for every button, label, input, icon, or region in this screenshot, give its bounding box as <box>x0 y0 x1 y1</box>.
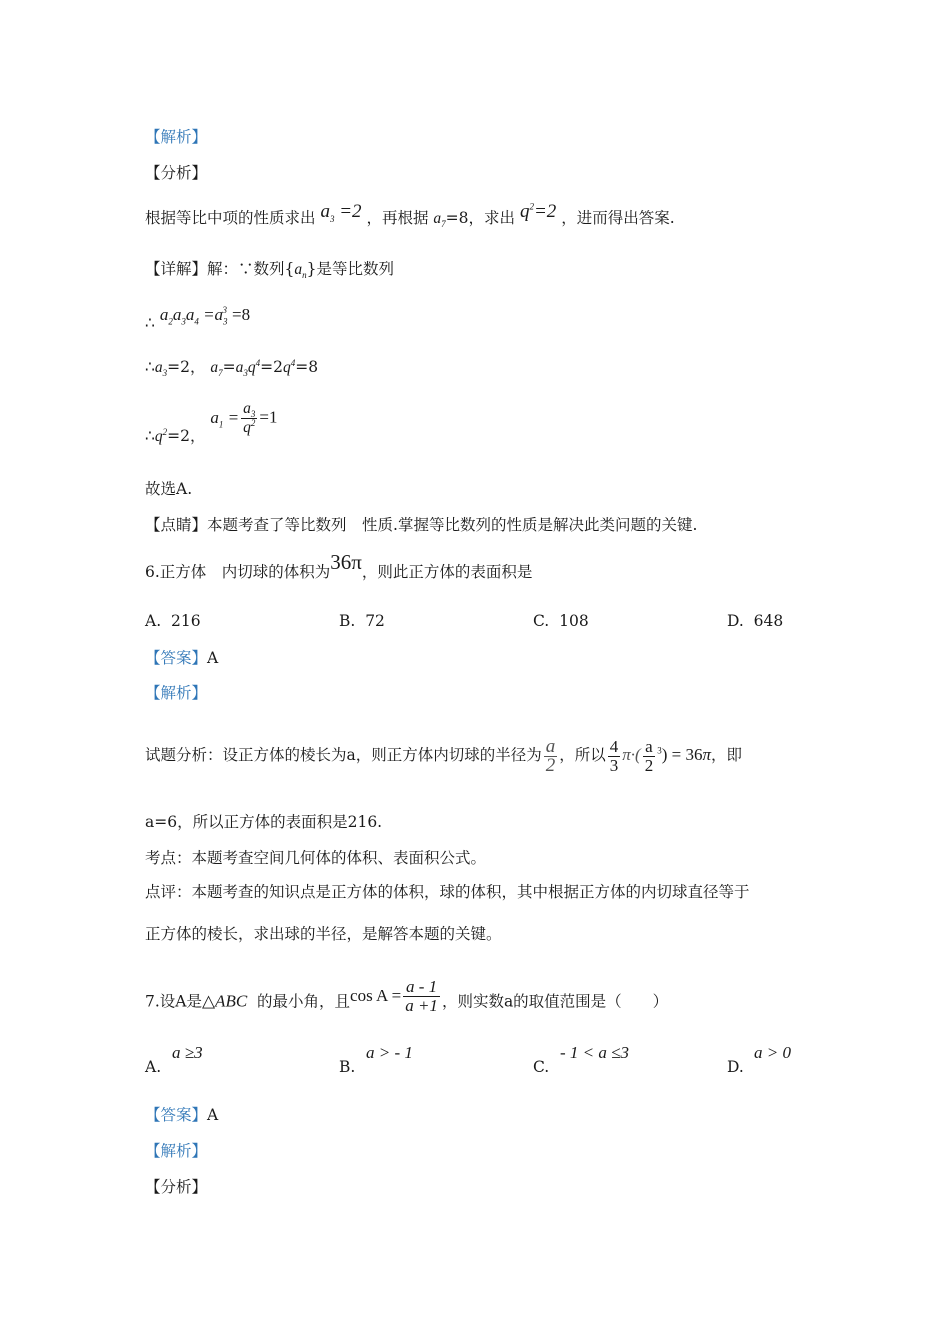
formula-a-over-2-b: $\frac{a}{2}$ <box>644 736 654 775</box>
formula-eq-8: =8 <box>231 305 251 324</box>
conclusion: 故选A. <box>145 480 193 498</box>
q7-fenxi-label: 【分析】 <box>145 1178 208 1196</box>
q7-stem <box>145 977 669 1021</box>
step2-line: $\therefore a_3=2$， $a_7=a_3q^4=2q^4=8$ <box>145 357 319 379</box>
q6-stem-text: 6.正方体 内切球的体积为 <box>145 563 331 581</box>
q6-answer <box>145 648 218 668</box>
comment-label: 【点睛】 <box>145 516 208 534</box>
q6-stem-text: ，则此正方体的表面积是 <box>361 563 533 581</box>
q7-fraction: $\frac{a - 1}{a +1}$ <box>405 977 438 1015</box>
detail-text: 解：∵数列{ <box>207 260 295 278</box>
analysis-part: =8，求出 <box>445 209 516 227</box>
step2-text: =8 <box>295 358 319 376</box>
formula-a3-over-q2: $\frac{a_3}{q^2}$ <box>243 400 256 436</box>
formula-eq-1: =1 <box>259 407 278 427</box>
answer-label: 【答案】 <box>145 1106 208 1124</box>
q6-option-c: C. 108 <box>533 612 589 630</box>
q7-option-b-letter: B. <box>339 1058 356 1076</box>
answer-value: A <box>207 649 219 667</box>
analysis-part: 根据等比中项的性质求出 <box>145 209 316 227</box>
q6-analysis-label: 【解析】 <box>145 684 208 702</box>
q7-stem-text: 7.设A是 <box>145 992 202 1011</box>
q7-option-c-expr: - 1 < a ≤3 <box>560 1043 629 1062</box>
formula-cube-eq: $^3$) = 36π <box>657 745 711 764</box>
analysis-label: 【解析】 <box>145 128 208 146</box>
comment-text: 本题考查了等比数列 性质.掌握等比数列的性质是解决此类问题的关键. <box>207 516 698 534</box>
therefore-symbol: ∴ <box>145 358 155 376</box>
q6-solution-line1 <box>145 732 742 778</box>
formula-a1: $a_1$ = <box>210 407 240 429</box>
q7-stem-text: ，则实数a的取值范围是（ ） <box>441 992 669 1011</box>
q7-stem-text: 的最小角，且 <box>257 992 351 1011</box>
therefore-symbol: ∴ <box>145 314 155 332</box>
detail-line <box>145 259 394 280</box>
detail-label: 【详解】 <box>145 260 208 278</box>
q7-analysis-label: 【解析】 <box>145 1142 208 1160</box>
q6-volume: 36π <box>330 550 362 574</box>
comment-line <box>145 515 697 535</box>
formula-product: $a_2a_3a_4 =a_3^3$ <box>159 305 228 327</box>
q7-option-d-expr: a > 0 <box>754 1043 791 1062</box>
step2-text: =2， <box>167 358 206 376</box>
q7-option-c-letter: C. <box>533 1058 550 1076</box>
q6-kaodian: 考点：本题考查空间几何体的体积、表面积公式。 <box>145 849 487 867</box>
answer-value: A <box>207 1106 219 1124</box>
formula-pi-dot: π·( <box>622 745 641 764</box>
formula-an: $a_n$ <box>294 261 307 281</box>
formula-a3-eq-2: $a_3 =2$ <box>320 201 362 224</box>
answer-label: 【答案】 <box>145 649 208 667</box>
analysis-part: ，再根据 <box>366 209 429 227</box>
fenxi-label: 【分析】 <box>145 164 208 182</box>
step2-text: = <box>222 358 236 376</box>
q7-option-b-expr: a > - 1 <box>366 1043 413 1062</box>
formula-4-over-3: $\frac{4}{3}$ <box>609 736 619 775</box>
q7-cos: cos A = <box>350 985 402 1005</box>
solution-text: ，即 <box>710 746 742 764</box>
q6-option-a: A. 216 <box>145 612 201 630</box>
step2-text: =2 <box>260 358 284 376</box>
q6-solution-line2: a=6，所以正方体的表面积是216. <box>145 813 383 831</box>
q6-pingjia-line1: 点评：本题考查的知识点是正方体的体积，球的体积，其中根据正方体的内切球直径等于 <box>145 883 750 901</box>
q6-option-d: D. 648 <box>727 612 784 630</box>
formula-a-over-2: $\frac{a}{2}$ <box>545 735 556 776</box>
analysis-part: ，进而得出答案. <box>561 209 675 227</box>
q6-stem <box>145 550 533 582</box>
formula-a7: $a_7$ <box>433 210 446 230</box>
detail-text: }是等比数列 <box>306 260 395 278</box>
step3-text: =2， <box>167 426 206 445</box>
q7-answer <box>145 1105 218 1125</box>
analysis-text <box>145 201 675 230</box>
formula-q2-eq-2: $q^2=2$ <box>519 201 557 222</box>
q7-option-a-letter: A. <box>145 1058 162 1076</box>
step1-line <box>145 305 251 332</box>
q6-pingjia-line2: 正方体的棱长，求出球的半径，是解答本题的关键。 <box>145 925 502 943</box>
q7-option-a-expr: a ≥3 <box>172 1043 203 1062</box>
q7-option-d-letter: D. <box>727 1058 744 1076</box>
solution-text: 试题分析：设正方体的棱长为a，则正方体内切球的半径为 <box>145 746 542 764</box>
q6-option-b: B. 72 <box>339 612 385 630</box>
therefore-symbol: ∴ <box>145 426 155 445</box>
q7-triangle: △ABC <box>201 991 248 1011</box>
step3-line: $\therefore q^2=2$， $a_1$ = $\frac{a_3}{q^2}$ =1 <box>145 400 278 445</box>
solution-text: ，所以 <box>559 746 606 764</box>
